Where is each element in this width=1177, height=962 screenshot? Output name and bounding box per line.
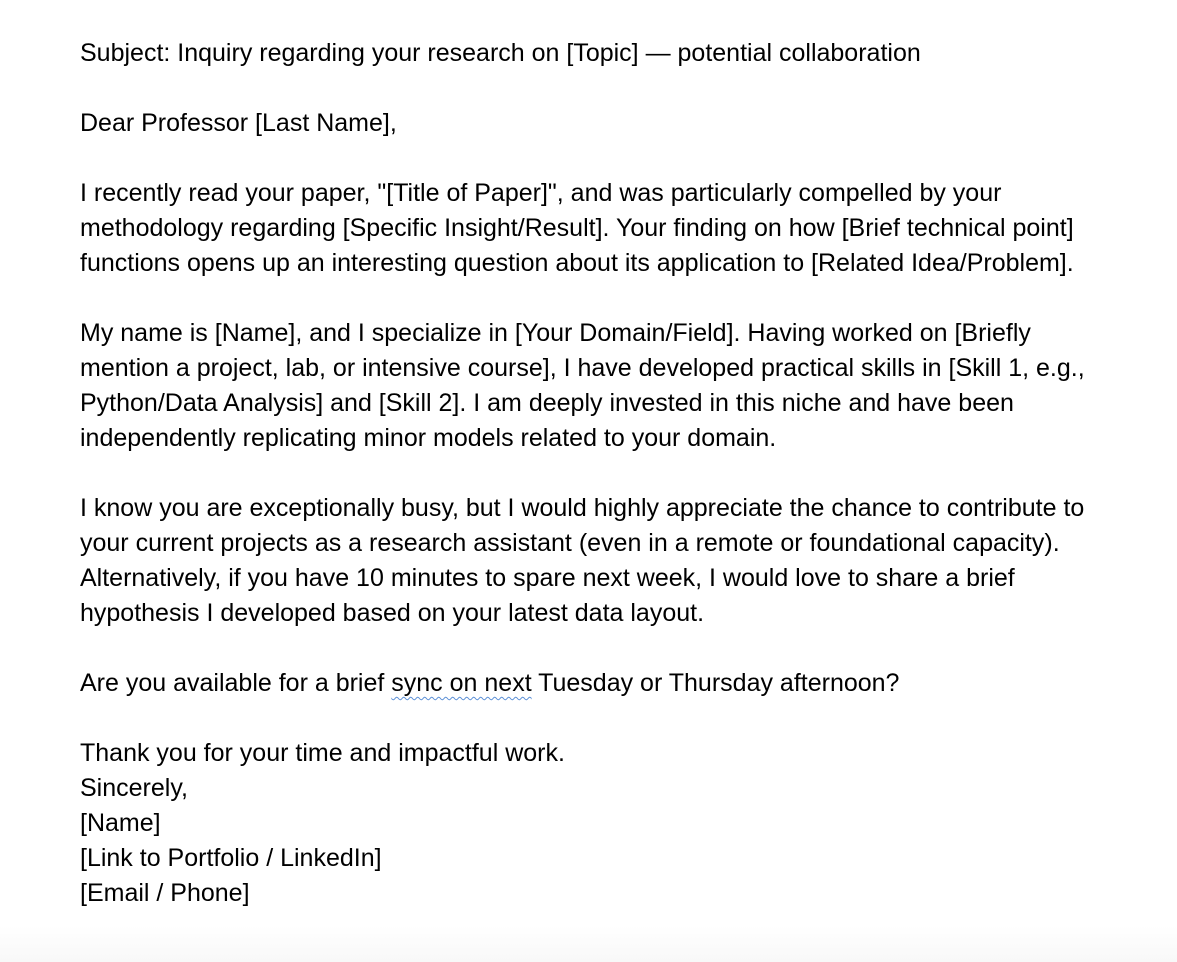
closing-block (80, 736, 1160, 911)
paragraph-line: methodology regarding [Specific Insight/Result]. Your finding on how [Brief technical point] (80, 214, 1074, 242)
page-bottom-edge (0, 926, 1177, 962)
email-greeting: Dear Professor [Last Name], (80, 109, 397, 137)
paragraph-request (80, 491, 1160, 631)
email-subject: Subject: Inquiry regarding your research on [Topic] — potential collaboration (80, 39, 921, 67)
paragraph-line: hypothesis I developed based on your latest data layout. (80, 599, 705, 627)
paragraph-line: your current projects as a research assistant (even in a remote or foundational capacity). (80, 529, 1060, 557)
closing-signoff: Sincerely, (80, 774, 188, 802)
paragraph-intro (80, 176, 1160, 281)
paragraph-line: I recently read your paper, "[Title of Paper]", and was particularly compelled by your (80, 179, 1002, 207)
paragraph-line: Python/Data Analysis] and [Skill 2]. I am deeply invested in this niche and have been (80, 389, 1014, 417)
paragraph-background (80, 316, 1160, 456)
signature-link: [Link to Portfolio / LinkedIn] (80, 844, 382, 872)
paragraph-line: independently replicating minor models related to your domain. (80, 424, 777, 452)
question-text-end: Tuesday or Thursday afternoon? (531, 669, 900, 697)
signature-name: [Name] (80, 809, 161, 837)
closing-thanks: Thank you for your time and impactful work. (80, 739, 565, 767)
paragraph-line: functions opens up an interesting question about its application to [Related Idea/Problem]. (80, 249, 1074, 277)
paragraph-line: mention a project, lab, or intensive course], I have developed practical skills in [Skill 1, e.g., (80, 354, 1085, 382)
spellcheck-flagged-text[interactable]: sync on next (391, 669, 532, 697)
paragraph-line: I know you are exceptionally busy, but I would highly appreciate the chance to contribute to (80, 494, 1085, 522)
paragraph-question (80, 666, 1160, 701)
paragraph-line: Alternatively, if you have 10 minutes to spare next week, I would love to share a brief (80, 564, 1015, 592)
question-text-start: Are you available for a brief (80, 669, 392, 697)
email-body[interactable] (80, 36, 1160, 911)
paragraph-line: My name is [Name], and I specialize in [Your Domain/Field]. Having worked on [Briefly (80, 319, 1031, 347)
signature-contact: [Email / Phone] (80, 879, 250, 907)
